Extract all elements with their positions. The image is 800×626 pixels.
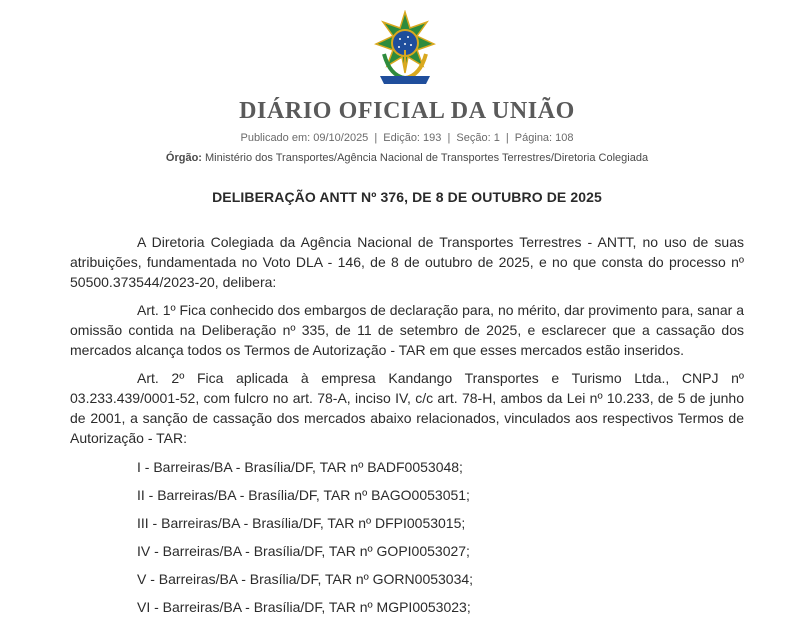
paragraph-preamble: A Diretoria Colegiada da Agência Nacional de Transportes Terrestres - ANTT, no uso de suas atribuições, fundamentada no Voto DLA - 146, de 8 de outubro de 2025, e no que consta do processo nº 50500.373544/2023-20, delibera:: [70, 234, 744, 290]
page-number: Página: 108: [514, 132, 574, 144]
separator: |: [374, 132, 378, 144]
list-item: VI - Barreiras/BA - Brasília/DF, TAR nº MGPI0053023;: [137, 599, 471, 615]
section-number: Seção: 1: [456, 132, 500, 144]
orgao-line: [0, 152, 800, 164]
list-item: II - Barreiras/BA - Brasília/DF, TAR nº BAGO0053051;: [137, 487, 470, 503]
list-item: V - Barreiras/BA - Brasília/DF, TAR nº GORN0053034;: [137, 571, 474, 587]
publication-info: [0, 132, 800, 144]
edition-number: Edição: 193: [383, 132, 442, 144]
paragraph-art-2: Art. 2º Fica aplicada à empresa Kandango Transportes e Turismo Ltda., CNPJ nº 03.233.439/0001-52, com fulcro no art. 78-A, inciso IV, c/c art. 78-H, ambos da Lei nº 10.233, de 5 de junho de 2001, a sanção de cassação dos mercados abaixo relacionados, vinculados aos respectivos Termos de Autorização - TAR:: [70, 370, 744, 446]
document-title: DELIBERAÇÃO ANTT Nº 376, DE 8 DE OUTUBRO DE 2025: [212, 189, 602, 205]
separator: |: [505, 132, 509, 144]
list-item: IV - Barreiras/BA - Brasília/DF, TAR nº GOPI0053027;: [137, 543, 470, 559]
brazil-coat-of-arms-icon: [370, 10, 440, 86]
journal-title: DIÁRIO OFICIAL DA UNIÃO: [239, 98, 575, 124]
list-item: III - Barreiras/BA - Brasília/DF, TAR nº DFPI0053015;: [137, 515, 466, 531]
separator: |: [447, 132, 451, 144]
published-date: Publicado em: 09/10/2025: [240, 132, 369, 144]
orgao-value: Ministério dos Transportes/Agência Nacional de Transportes Terrestres/Diretoria Colegiada: [205, 152, 649, 164]
orgao-label: Órgão:: [165, 152, 202, 164]
document-body: [70, 232, 744, 456]
list-item: I - Barreiras/BA - Brasília/DF, TAR nº BADF0053048;: [137, 459, 463, 475]
market-list: [137, 458, 737, 626]
paragraph-art-1: Art. 1º Fica conhecido dos embargos de declaração para, no mérito, dar provimento para, sanar a omissão contida na Deliberação nº 335, de 11 de setembro de 2025, e esclarecer que a cassação dos mercados alcança todos os Termos de Autorização - TAR em que esses mercados estão inseridos.: [70, 302, 744, 358]
